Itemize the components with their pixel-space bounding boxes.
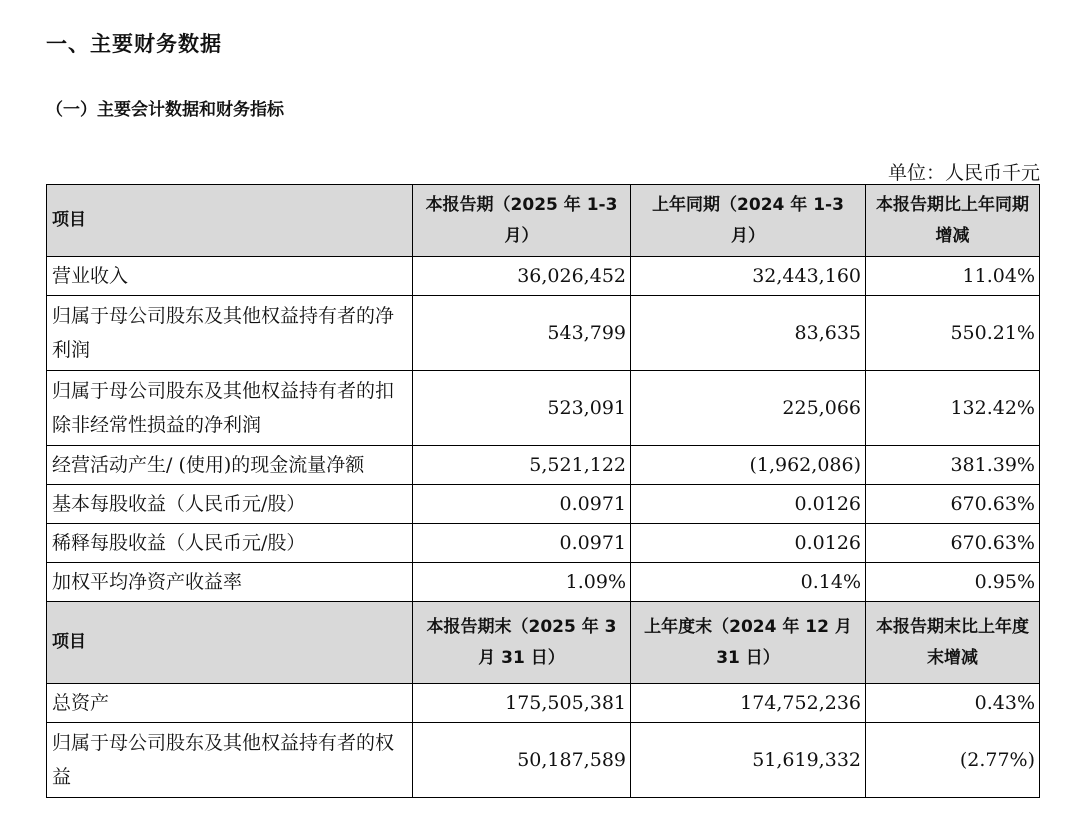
row-item: 营业收入 [47,257,413,296]
header-change: 本报告期末比上年度末增减 [866,602,1040,684]
table-row [47,563,1040,602]
table-row [47,257,1040,296]
row-current: 175,505,381 [413,684,631,723]
table-header-row [47,602,1040,684]
row-prior: 83,635 [631,296,866,371]
row-change: 0.95% [866,563,1040,602]
table-row [47,524,1040,563]
row-change: 550.21% [866,296,1040,371]
row-current: 5,521,122 [413,446,631,485]
row-prior: 0.0126 [631,524,866,563]
table-row [47,296,1040,371]
row-current: 0.0971 [413,485,631,524]
header-prior-year-end: 上年度末（2024 年 12 月 31 日） [631,602,866,684]
row-item: 加权平均净资产收益率 [47,563,413,602]
header-current-period-end: 本报告期末（2025 年 3 月 31 日） [413,602,631,684]
row-change: 670.63% [866,524,1040,563]
row-current: 50,187,589 [413,723,631,798]
header-item: 项目 [47,185,413,257]
row-item: 归属于母公司股东及其他权益持有者的净利润 [47,296,413,371]
row-current: 0.0971 [413,524,631,563]
row-change: 381.39% [866,446,1040,485]
row-change: (2.77%) [866,723,1040,798]
row-item: 归属于母公司股东及其他权益持有者的权益 [47,723,413,798]
row-item: 归属于母公司股东及其他权益持有者的扣除非经常性损益的净利润 [47,371,413,446]
table-row [47,684,1040,723]
row-current: 543,799 [413,296,631,371]
table-header-row [47,185,1040,257]
row-prior: (1,962,086) [631,446,866,485]
table-row [47,723,1040,798]
row-current: 1.09% [413,563,631,602]
financial-data-table [46,184,1040,798]
row-change: 0.43% [866,684,1040,723]
table-row [47,371,1040,446]
table-row [47,446,1040,485]
row-item: 经营活动产生/ (使用)的现金流量净额 [47,446,413,485]
row-change: 132.42% [866,371,1040,446]
header-item: 项目 [47,602,413,684]
row-prior: 174,752,236 [631,684,866,723]
row-prior: 32,443,160 [631,257,866,296]
row-item: 稀释每股收益（人民币元/股） [47,524,413,563]
row-current: 523,091 [413,371,631,446]
unit-label: 单位：人民币千元 [887,162,1040,184]
row-prior: 0.14% [631,563,866,602]
header-prior-period: 上年同期（2024 年 1-3 月） [631,185,866,257]
row-item: 基本每股收益（人民币元/股） [47,485,413,524]
row-prior: 0.0126 [631,485,866,524]
row-change: 670.63% [866,485,1040,524]
row-prior: 225,066 [631,371,866,446]
header-current-period: 本报告期（2025 年 1-3 月） [413,185,631,257]
subsection-heading: （一）主要会计数据和财务指标 [46,100,284,120]
row-current: 36,026,452 [413,257,631,296]
row-item: 总资产 [47,684,413,723]
section-heading: 一、主要财务数据 [46,32,222,56]
row-prior: 51,619,332 [631,723,866,798]
row-change: 11.04% [866,257,1040,296]
table-row [47,485,1040,524]
header-change: 本报告期比上年同期增减 [866,185,1040,257]
